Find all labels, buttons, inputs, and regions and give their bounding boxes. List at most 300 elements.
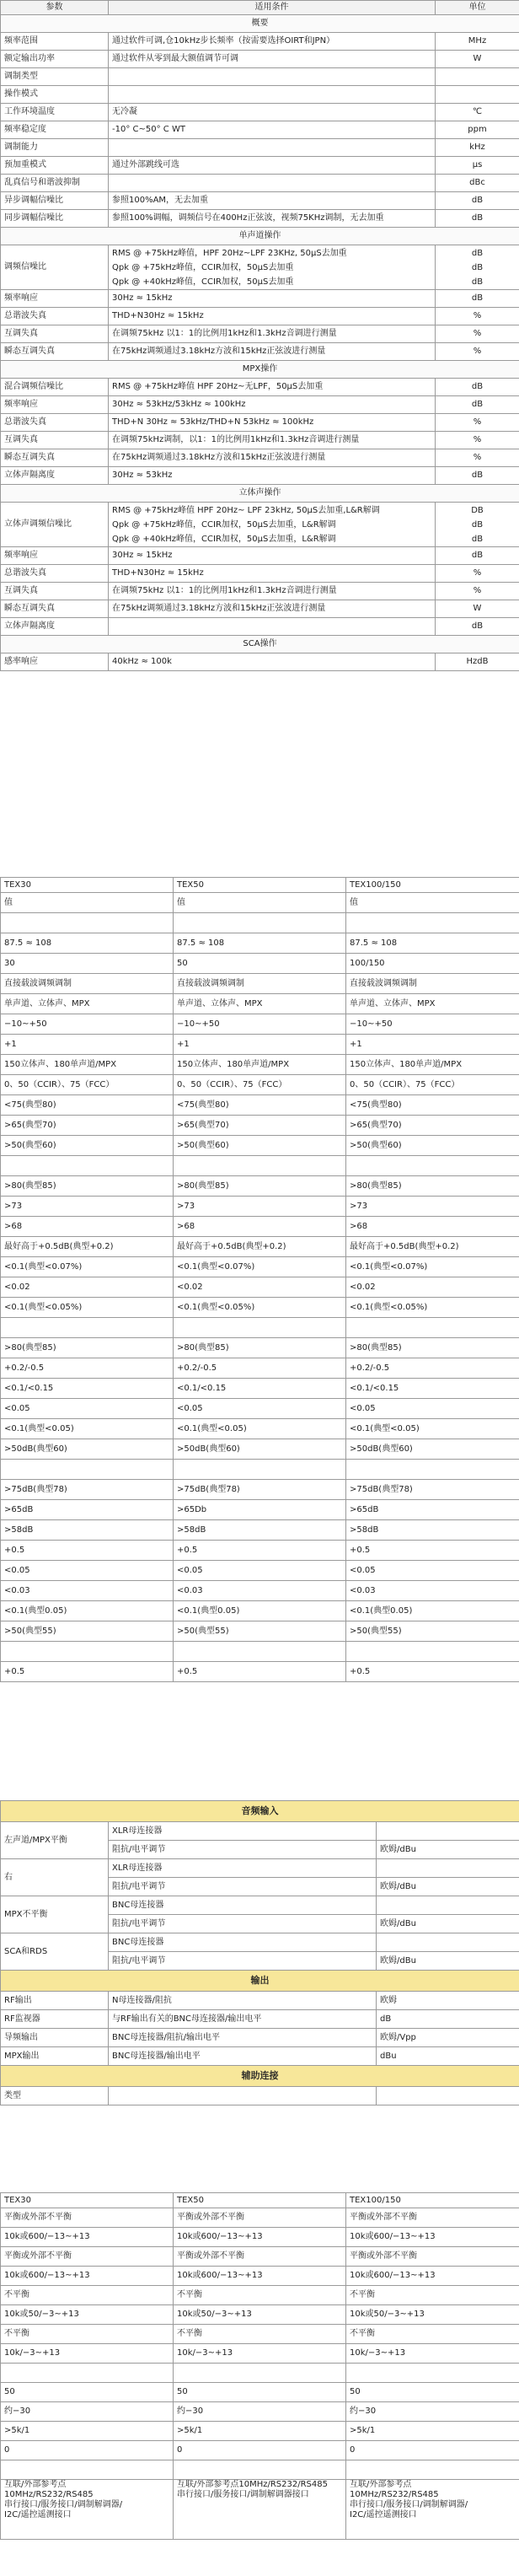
io-label: RF监视器 bbox=[1, 2010, 109, 2029]
model-row bbox=[1, 1095, 519, 1116]
spec-unit: dB bbox=[436, 210, 519, 228]
spec-condition bbox=[109, 68, 436, 86]
spec-condition-multi bbox=[109, 245, 436, 290]
spec-param: 瞬态互调失真 bbox=[1, 449, 109, 467]
model-row bbox=[1, 1035, 519, 1055]
model-cell: 不平衡 bbox=[1, 2286, 174, 2305]
spec-param: 异步调幅信噪比 bbox=[1, 192, 109, 210]
spec-param: 互调失真 bbox=[1, 325, 109, 343]
spec-section-title: SCA操作 bbox=[1, 636, 519, 653]
spec-condition: 参照100%AM，无去加重 bbox=[109, 192, 436, 210]
spec-condition: THD+N30Hz ≈ 15kHz bbox=[109, 308, 436, 325]
io-row bbox=[1, 1933, 519, 1952]
io-row bbox=[1, 2029, 519, 2047]
spec-header-2: 单位 bbox=[436, 1, 519, 15]
model-cell: >50dB(典型60) bbox=[346, 1439, 519, 1460]
model-cell: 10k/−3~+13 bbox=[1, 2344, 174, 2364]
model-cell: >73 bbox=[174, 1197, 346, 1217]
model-cell: >80(典型85) bbox=[174, 1338, 346, 1358]
model-row bbox=[1, 2383, 519, 2402]
model-header-2: TEX100/150 bbox=[346, 878, 519, 893]
model-cell: +0.5 bbox=[1, 1662, 174, 1682]
spec-unit: ℃ bbox=[436, 104, 519, 121]
model-row bbox=[1, 2325, 519, 2344]
model-row bbox=[1, 2344, 519, 2364]
io-label: 左声道/MPX平衡 bbox=[1, 1822, 109, 1859]
model-cell: 直接载波调频调制 bbox=[346, 974, 519, 994]
model-row bbox=[1, 2208, 519, 2228]
model-cell: 不平衡 bbox=[174, 2325, 346, 2344]
spec-condition-line: Qpk @ +75kHz峰值，CCIR加权，50μS去加重，L&R解调 bbox=[112, 519, 336, 530]
spec-table bbox=[0, 0, 519, 671]
spec-row bbox=[1, 449, 519, 467]
model-cell: <0.05 bbox=[174, 1399, 346, 1419]
model-cell: >73 bbox=[1, 1197, 174, 1217]
io-unit bbox=[377, 1896, 519, 1915]
model-cell: <0.1(典型0.05) bbox=[174, 1601, 346, 1621]
spec-section-title: 概要 bbox=[1, 15, 519, 33]
spec-condition: RMS @ +75kHz峰值 HPF 20Hz~无LPF，50μS去加重 bbox=[109, 379, 436, 396]
spec-unit: μs bbox=[436, 157, 519, 175]
spec-unit: MHz bbox=[436, 33, 519, 51]
model-cell: +0.2/-0.5 bbox=[1, 1358, 174, 1379]
model-cell: 互联/外部参考点10MHz/RS232/RS485 串行接口/服务接口/调制解调器接口 bbox=[174, 2480, 346, 2540]
io-section-title: 输出 bbox=[1, 1971, 519, 1992]
spec-row bbox=[1, 290, 519, 308]
model-header-2: TEX100/150 bbox=[346, 2193, 519, 2208]
model-row bbox=[1, 1561, 519, 1581]
spec-unit-line: dB bbox=[471, 277, 484, 287]
spec-param: 总谐波失真 bbox=[1, 414, 109, 432]
model-cell: <0.02 bbox=[174, 1277, 346, 1298]
model-cell: >50dB(典型60) bbox=[1, 1439, 174, 1460]
model-cell: 平衡或外部不平衡 bbox=[174, 2247, 346, 2267]
model-cell: 10k或600/−13~+13 bbox=[1, 2228, 174, 2247]
model-cell: 互联/外部参考点 10MHz/RS232/RS485 串行接口/服务接口/调制解调器/ I2C/遥控遥测接口 bbox=[346, 2480, 519, 2540]
model-cell: >50(典型60) bbox=[346, 1136, 519, 1156]
io-unit: 欧姆/dBu bbox=[377, 1878, 519, 1896]
model-row bbox=[1, 1136, 519, 1156]
model-cell: 10k/−3~+13 bbox=[174, 2344, 346, 2364]
model-cell: <0.1(典型0.05) bbox=[346, 1601, 519, 1621]
spec-condition: 通过外部跳线可选 bbox=[109, 157, 436, 175]
io-desc: 阻抗/电平调节 bbox=[109, 1841, 377, 1859]
spec-unit: % bbox=[436, 565, 519, 583]
spec-row bbox=[1, 104, 519, 121]
spec-condition: 30Hz ≈ 53kHz bbox=[109, 467, 436, 485]
model-cell: +0.5 bbox=[1, 1541, 174, 1561]
model-cell: 10k或600/−13~+13 bbox=[1, 2267, 174, 2286]
spec-row bbox=[1, 33, 519, 51]
spec-unit-multi bbox=[436, 245, 519, 290]
spec-row bbox=[1, 600, 519, 618]
spec-row bbox=[1, 396, 519, 414]
model-cell bbox=[346, 1460, 519, 1480]
spec-unit: dB bbox=[436, 396, 519, 414]
model-row bbox=[1, 1500, 519, 1520]
model-row bbox=[1, 1460, 519, 1480]
model-cell bbox=[1, 2364, 174, 2383]
spec-param: 乱真信号和谐波抑制 bbox=[1, 175, 109, 192]
spec-section-title: MPX操作 bbox=[1, 361, 519, 379]
model-cell: <0.1(典型<0.07%) bbox=[1, 1257, 174, 1277]
model-cell: 不平衡 bbox=[346, 2325, 519, 2344]
spec-unit: % bbox=[436, 583, 519, 600]
spec-condition bbox=[109, 86, 436, 104]
model-cell: 30 bbox=[1, 954, 174, 974]
spec-param: 额定输出功率 bbox=[1, 51, 109, 68]
spec-unit: HzdB bbox=[436, 653, 519, 671]
model-cell: 10k或50/−3~+13 bbox=[174, 2305, 346, 2325]
spec-param: 立体声隔离度 bbox=[1, 618, 109, 636]
spec-param: 立体声调频信噪比 bbox=[1, 503, 109, 547]
spec-unit: % bbox=[436, 343, 519, 361]
model-cell bbox=[174, 1642, 346, 1662]
model-row bbox=[1, 1541, 519, 1561]
model-cell: <0.1(典型0.05) bbox=[1, 1601, 174, 1621]
model-cell: +0.5 bbox=[346, 1662, 519, 1682]
spec-unit: W bbox=[436, 600, 519, 618]
model-row bbox=[1, 933, 519, 954]
spec-condition-line: Qpk @ +75kHz峰值，CCIR加权，50μS去加重 bbox=[112, 262, 294, 272]
model-cell: <0.02 bbox=[346, 1277, 519, 1298]
model-header-0: TEX30 bbox=[1, 878, 174, 893]
spec-condition: 参照100%调幅，调频信号在400Hz正弦波，视频75KHz调制，无去加重 bbox=[109, 210, 436, 228]
io-unit: dBu bbox=[377, 2047, 519, 2066]
model-row bbox=[1, 1197, 519, 1217]
model-cell: >50(典型60) bbox=[1, 1136, 174, 1156]
spec-param: 频率稳定度 bbox=[1, 121, 109, 139]
model-cell: 最好高于+0.5dB(典型+0.2) bbox=[1, 1237, 174, 1257]
io-label: 右 bbox=[1, 1859, 109, 1896]
model-row bbox=[1, 1520, 519, 1541]
spec-condition-line: Qpk @ +40kHz峰值，CCIR加权，50μS去加重，L&R解调 bbox=[112, 534, 336, 544]
model-cell: 50 bbox=[174, 954, 346, 974]
model-cell: <75(典型80) bbox=[346, 1095, 519, 1116]
model-cell: 100/150 bbox=[346, 954, 519, 974]
io-label: MPX不平衡 bbox=[1, 1896, 109, 1933]
model-row bbox=[1, 1217, 519, 1237]
model-cell: 不平衡 bbox=[346, 2286, 519, 2305]
spec-unit: dB bbox=[436, 290, 519, 308]
model-cell: 0、50（CCIR）、75（FCC） bbox=[346, 1075, 519, 1095]
model-cell: 平衡或外部不平衡 bbox=[1, 2247, 174, 2267]
model-cell: >50(典型55) bbox=[346, 1621, 519, 1642]
spec-condition: 在调频75kHz调制，以1：1的比例用1kHz和1.3kHz音调进行测量 bbox=[109, 432, 436, 449]
model-row bbox=[1, 1642, 519, 1662]
io-desc: BNC母连接器/阻抗/输出电平 bbox=[109, 2029, 377, 2047]
model-cell: 0、50（CCIR）、75（FCC） bbox=[174, 1075, 346, 1095]
spec-param: 频率响应 bbox=[1, 290, 109, 308]
model-cell: >80(典型85) bbox=[346, 1176, 519, 1197]
model-cell: <0.1(典型<0.05%) bbox=[174, 1298, 346, 1318]
io-label: SCA和RDS bbox=[1, 1933, 109, 1971]
model-cell: <0.05 bbox=[1, 1399, 174, 1419]
io-row bbox=[1, 2047, 519, 2066]
model-table-2 bbox=[0, 2192, 519, 2540]
model-cell bbox=[1, 2460, 174, 2480]
io-unit: 欧姆 bbox=[377, 1992, 519, 2010]
model-cell: 值 bbox=[1, 893, 174, 913]
spec-unit: ppm bbox=[436, 121, 519, 139]
io-unit bbox=[377, 1859, 519, 1878]
model-header-1: TEX50 bbox=[174, 2193, 346, 2208]
model-row bbox=[1, 974, 519, 994]
model-cell: >75dB(典型78) bbox=[174, 1480, 346, 1500]
spec-unit-line: dB bbox=[471, 534, 484, 544]
model-row bbox=[1, 2480, 519, 2540]
model-cell bbox=[1, 1642, 174, 1662]
model-cell: 单声道、立体声、MPX bbox=[346, 994, 519, 1014]
model-cell: 值 bbox=[174, 893, 346, 913]
model-cell: >50(典型55) bbox=[1, 1621, 174, 1642]
model-cell: 87.5 ≈ 108 bbox=[346, 933, 519, 954]
model-cell: 平衡或外部不平衡 bbox=[346, 2208, 519, 2228]
model-cell: >68 bbox=[174, 1217, 346, 1237]
spec-row bbox=[1, 414, 519, 432]
model-cell: 0 bbox=[1, 2441, 174, 2460]
model-cell: 150立体声、180单声道/MPX bbox=[1, 1055, 174, 1075]
io-desc: 阻抗/电平调节 bbox=[109, 1915, 377, 1933]
model-cell: <0.03 bbox=[346, 1581, 519, 1601]
model-cell bbox=[346, 1156, 519, 1176]
model-cell: >68 bbox=[346, 1217, 519, 1237]
model-cell: >50dB(典型60) bbox=[174, 1439, 346, 1460]
spec-param: 操作模式 bbox=[1, 86, 109, 104]
model-cell: >65dB bbox=[1, 1500, 174, 1520]
model-row bbox=[1, 1379, 519, 1399]
io-row bbox=[1, 1992, 519, 2010]
model-cell: 50 bbox=[346, 2383, 519, 2402]
model-cell: >73 bbox=[346, 1197, 519, 1217]
model-cell: 10k/−3~+13 bbox=[346, 2344, 519, 2364]
spec-condition bbox=[109, 175, 436, 192]
model-table-1 bbox=[0, 877, 519, 1682]
io-table bbox=[0, 1800, 519, 2105]
model-row bbox=[1, 1257, 519, 1277]
model-cell: +1 bbox=[1, 1035, 174, 1055]
spec-row bbox=[1, 432, 519, 449]
model-cell: +1 bbox=[174, 1035, 346, 1055]
model-cell: >80(典型85) bbox=[346, 1338, 519, 1358]
model-cell bbox=[1, 913, 174, 933]
spec-unit: W bbox=[436, 51, 519, 68]
spec-row bbox=[1, 51, 519, 68]
model-row bbox=[1, 2286, 519, 2305]
model-cell: 87.5 ≈ 108 bbox=[1, 933, 174, 954]
model-row bbox=[1, 1075, 519, 1095]
model-row bbox=[1, 1621, 519, 1642]
spec-condition bbox=[109, 618, 436, 636]
spec-param: 同步调幅信噪比 bbox=[1, 210, 109, 228]
model-cell: <0.03 bbox=[1, 1581, 174, 1601]
spec-unit: % bbox=[436, 432, 519, 449]
model-row bbox=[1, 2441, 519, 2460]
model-cell: >5k/1 bbox=[346, 2422, 519, 2441]
io-label: 类型 bbox=[1, 2087, 109, 2105]
model-cell bbox=[174, 1318, 346, 1338]
io-unit: 欧姆/Vpp bbox=[377, 2029, 519, 2047]
model-cell bbox=[174, 2364, 346, 2383]
model-cell: 不平衡 bbox=[1, 2325, 174, 2344]
spec-row bbox=[1, 467, 519, 485]
model-cell bbox=[1, 1318, 174, 1338]
spec-param: 立体声隔离度 bbox=[1, 467, 109, 485]
model-row bbox=[1, 1419, 519, 1439]
io-unit bbox=[377, 1933, 519, 1952]
io-desc: XLR母连接器 bbox=[109, 1859, 377, 1878]
spec-condition: THD+N30Hz ≈ 15kHz bbox=[109, 565, 436, 583]
model-cell: 直接载波调频调制 bbox=[1, 974, 174, 994]
model-cell bbox=[346, 913, 519, 933]
model-cell: <0.1/<0.15 bbox=[346, 1379, 519, 1399]
model-cell bbox=[174, 2460, 346, 2480]
model-cell: +1 bbox=[346, 1035, 519, 1055]
spec-param: 总谐波失真 bbox=[1, 565, 109, 583]
model-cell: >65(典型70) bbox=[346, 1116, 519, 1136]
spec-condition: 30Hz ≈ 15kHz bbox=[109, 547, 436, 565]
spec-unit-line: dB bbox=[471, 519, 484, 530]
model-cell: 150立体声、180单声道/MPX bbox=[174, 1055, 346, 1075]
spec-row bbox=[1, 325, 519, 343]
spec-param: 工作环境温度 bbox=[1, 104, 109, 121]
spec-param: 调频信噪比 bbox=[1, 245, 109, 290]
spec-condition: 通过软件可调,仓10kHz步长频率（按需要选择OIRT和JPN） bbox=[109, 33, 436, 51]
spec-unit: dB bbox=[436, 547, 519, 565]
spec-row bbox=[1, 86, 519, 104]
model-row bbox=[1, 1318, 519, 1338]
spec-param: 预加重模式 bbox=[1, 157, 109, 175]
model-cell: 10k或50/−3~+13 bbox=[346, 2305, 519, 2325]
model-cell bbox=[1, 1460, 174, 1480]
spec-condition: 在调频75kHz 以1：1的比例用1kHz和1.3kHz音调进行测量 bbox=[109, 325, 436, 343]
model-row bbox=[1, 1055, 519, 1075]
model-row bbox=[1, 2364, 519, 2383]
model-cell: <0.1/<0.15 bbox=[1, 1379, 174, 1399]
spec-param: 瞬态互调失真 bbox=[1, 343, 109, 361]
spec-unit-line: dB bbox=[471, 248, 484, 258]
model-row bbox=[1, 1338, 519, 1358]
model-cell: >75dB(典型78) bbox=[1, 1480, 174, 1500]
spec-param: 调制类型 bbox=[1, 68, 109, 86]
io-unit bbox=[377, 1822, 519, 1841]
spec-row bbox=[1, 653, 519, 671]
model-row bbox=[1, 1439, 519, 1460]
model-row bbox=[1, 2247, 519, 2267]
model-row bbox=[1, 1601, 519, 1621]
model-row bbox=[1, 994, 519, 1014]
model-cell: >80(典型85) bbox=[1, 1176, 174, 1197]
spec-unit: dB bbox=[436, 467, 519, 485]
model-cell: 0 bbox=[346, 2441, 519, 2460]
spec-header-1: 适用条件 bbox=[109, 1, 436, 15]
io-row bbox=[1, 2010, 519, 2029]
io-row bbox=[1, 1859, 519, 1878]
io-desc: 阻抗/电平调节 bbox=[109, 1878, 377, 1896]
model-cell: <0.1(典型<0.07%) bbox=[174, 1257, 346, 1277]
io-label: 导频输出 bbox=[1, 2029, 109, 2047]
model-row bbox=[1, 893, 519, 913]
model-row bbox=[1, 2460, 519, 2480]
spec-condition-line: RMS @ +75kHz峰值 HPF 20Hz~ LPF 23kHz, 50μS去加重,L&R解调 bbox=[112, 505, 380, 515]
io-desc: XLR母连接器 bbox=[109, 1822, 377, 1841]
spec-row bbox=[1, 379, 519, 396]
model-cell: <0.1(典型<0.05) bbox=[346, 1419, 519, 1439]
model-cell: 10k或600/−13~+13 bbox=[346, 2267, 519, 2286]
model-cell: −10~+50 bbox=[1, 1014, 174, 1035]
spec-param: 混合调频信噪比 bbox=[1, 379, 109, 396]
io-desc bbox=[109, 2087, 377, 2105]
model-cell: 87.5 ≈ 108 bbox=[174, 933, 346, 954]
model-cell: 10k或600/−13~+13 bbox=[174, 2228, 346, 2247]
spec-row bbox=[1, 308, 519, 325]
model-cell: >65Db bbox=[174, 1500, 346, 1520]
model-cell: 平衡或外部不平衡 bbox=[174, 2208, 346, 2228]
spec-unit: dBc bbox=[436, 175, 519, 192]
spec-unit: dB bbox=[436, 192, 519, 210]
model-cell: <0.1/<0.15 bbox=[174, 1379, 346, 1399]
spec-unit: % bbox=[436, 449, 519, 467]
spec-unit: dB bbox=[436, 618, 519, 636]
model-row bbox=[1, 913, 519, 933]
model-cell: 直接载波调频调制 bbox=[174, 974, 346, 994]
model-cell: <0.05 bbox=[1, 1561, 174, 1581]
model-row bbox=[1, 1298, 519, 1318]
model-cell bbox=[346, 2460, 519, 2480]
io-row bbox=[1, 1822, 519, 1841]
model-cell: 150立体声、180单声道/MPX bbox=[346, 1055, 519, 1075]
model-row bbox=[1, 1156, 519, 1176]
spec-section-title: 单声道操作 bbox=[1, 228, 519, 245]
spec-unit-line: dB bbox=[471, 262, 484, 272]
model-cell bbox=[174, 1460, 346, 1480]
spec-condition: 30Hz ≈ 53kHz/53kHz ≈ 100kHz bbox=[109, 396, 436, 414]
model-cell: >5k/1 bbox=[1, 2422, 174, 2441]
spec-condition: THD+N 30Hz ≈ 53kHz/THD+N 53kHz ≈ 100kHz bbox=[109, 414, 436, 432]
model-cell: 平衡或外部不平衡 bbox=[1, 2208, 174, 2228]
spec-row bbox=[1, 583, 519, 600]
model-cell: −10~+50 bbox=[346, 1014, 519, 1035]
model-cell: 0 bbox=[174, 2441, 346, 2460]
spec-condition: 在75kHz调频通过3.18kHz方波和15kHz正弦波进行测量 bbox=[109, 600, 436, 618]
spec-unit: % bbox=[436, 414, 519, 432]
model-cell: +0.5 bbox=[174, 1662, 346, 1682]
spec-param: 感率响应 bbox=[1, 653, 109, 671]
model-cell: >58dB bbox=[174, 1520, 346, 1541]
model-row bbox=[1, 954, 519, 974]
model-cell: +0.5 bbox=[346, 1541, 519, 1561]
model-row bbox=[1, 2305, 519, 2325]
model-cell: 值 bbox=[346, 893, 519, 913]
model-cell: <75(典型80) bbox=[1, 1095, 174, 1116]
io-unit: dB bbox=[377, 2010, 519, 2029]
spec-param: 频率范围 bbox=[1, 33, 109, 51]
model-cell: >68 bbox=[1, 1217, 174, 1237]
model-cell: 单声道、立体声、MPX bbox=[1, 994, 174, 1014]
spec-condition: 40kHz ≈ 100k bbox=[109, 653, 436, 671]
io-desc: BNC母连接器/输出电平 bbox=[109, 2047, 377, 2066]
spec-condition: 无冷凝 bbox=[109, 104, 436, 121]
spec-unit: % bbox=[436, 308, 519, 325]
spec-row bbox=[1, 68, 519, 86]
model-cell: <0.05 bbox=[346, 1561, 519, 1581]
spec-condition: 在调频75kHz 以1：1的比例用1kHz和1.3kHz音调进行测量 bbox=[109, 583, 436, 600]
model-row bbox=[1, 1662, 519, 1682]
model-cell: >50(典型55) bbox=[174, 1621, 346, 1642]
model-cell bbox=[346, 2364, 519, 2383]
spec-condition-line: RMS @ +75kHz峰值，HPF 20Hz~LPF 23KHz, 50μS去加重 bbox=[112, 248, 347, 258]
model-cell: >5k/1 bbox=[174, 2422, 346, 2441]
